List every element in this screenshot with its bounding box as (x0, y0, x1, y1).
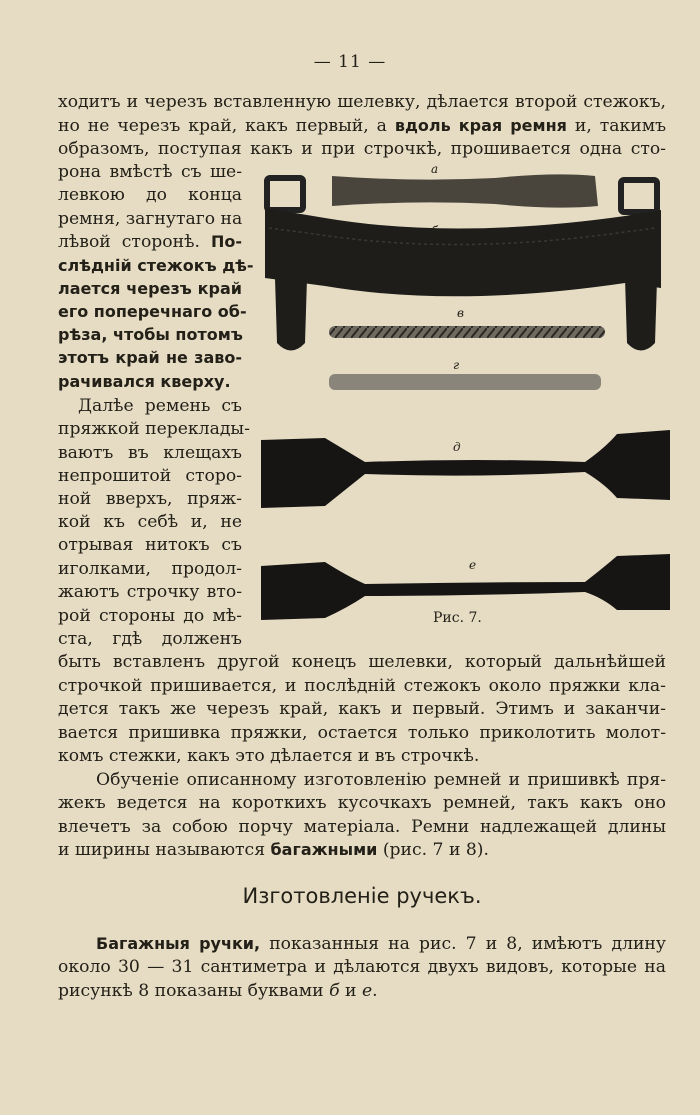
text-line: вается пришивка пряжки, остается только приколотить молот- (58, 723, 666, 743)
text-line: ремня, загнутаго на (58, 209, 243, 229)
bold-term: Багажныя ручки, (96, 934, 261, 953)
bold-line: лается черезъ край (58, 279, 242, 298)
bold-line: рачивался кверху. (58, 372, 231, 391)
text-line: строчкой пришивается, и послѣдній стежокъ около пряжки кла- (58, 676, 666, 696)
fig-label-d: д (453, 440, 461, 454)
bold-line: рѣза, чтобы потомъ (58, 325, 243, 344)
rolled-core-g (329, 374, 601, 390)
text-line (58, 230, 242, 254)
text-run: . (372, 981, 378, 1001)
text-run: и, такимъ (566, 116, 667, 136)
text-line: непрошитой сторо- (58, 466, 242, 486)
italic-letter: б (329, 981, 340, 1001)
text-run: (рис. 7 и 8). (377, 840, 489, 860)
twisted-cord-v (329, 326, 605, 338)
bold-term: багажными (270, 840, 378, 859)
text-line: рона вмѣстѣ съ ше- (58, 162, 242, 182)
handle-with-buckles-b (265, 178, 661, 351)
bold-line: его поперечнаго об- (58, 302, 247, 321)
text-line: иголками, продол- (58, 559, 242, 579)
text-run: рисункѣ 8 показаны буквами (58, 981, 330, 1001)
handle-core-a (332, 174, 598, 207)
text-line (96, 932, 666, 956)
flat-strap-d (261, 430, 670, 508)
text-line: ходитъ и черезъ вставленную шелевку, дѣлается второй стежокъ, (58, 92, 666, 112)
text-line: ста, гдѣ долженъ (58, 629, 242, 649)
fig-label-a: а (431, 162, 439, 176)
text-line (58, 979, 666, 1003)
text-line: отрывая нитокъ съ (58, 535, 242, 555)
figure-caption: Рис. 7. (433, 610, 482, 626)
text-line: жекъ ведется на короткихъ кусочкахъ ремней, такъ какъ оно (58, 793, 666, 813)
text-run: лѣвой сторонѣ. (58, 232, 211, 252)
text-line: Обученіе описанному изготовленію ремней и пришивкѣ пря- (96, 770, 666, 790)
figure-7-illustration (255, 158, 675, 633)
text-line: жаютъ строчку вто- (58, 582, 242, 602)
text-line: комъ стежки, какъ это дѣлается и въ строчкѣ. (58, 746, 480, 766)
text-run: но не черезъ край, какъ первый, а (58, 116, 395, 136)
fig-label-b: б (431, 224, 439, 238)
fig-label-e: е (469, 558, 477, 572)
text-run: и ширины называются (58, 840, 271, 860)
text-line: пряжкой переклады- (58, 419, 250, 439)
text-line: быть вставленъ другой конецъ шелевки, который дальнѣйшей (58, 652, 666, 672)
text-line: влечетъ за собою порчу матеріала. Ремни надлежащей длины (58, 817, 666, 837)
figure-7 (255, 158, 675, 633)
text-line (58, 114, 666, 138)
text-run: показанныя на рис. 7 и 8, имѣютъ длину (260, 934, 667, 954)
text-line: кой къ себѣ и, не (58, 512, 242, 532)
text-line: левкою до конца (58, 185, 242, 205)
bold-term: вдоль края ремня (394, 116, 567, 135)
text-line: ваютъ въ клещахъ (58, 443, 242, 463)
section-heading: Изготовленіе ручекъ. (242, 884, 482, 908)
text-line: Далѣе ремень съ (78, 396, 242, 416)
text-line (58, 838, 666, 862)
text-run: и (339, 981, 362, 1001)
italic-letter: е (361, 981, 373, 1001)
fig-label-v: в (457, 306, 464, 320)
text-line: около 30 — 31 сантиметра и дѣлаются двухъ видовъ, которые на (58, 957, 666, 977)
page-number: — 11 — (313, 52, 387, 72)
text-line: ной вверхъ, пряж- (58, 489, 242, 509)
text-line: рой стороны до мѣ- (58, 606, 242, 626)
bold-line: этотъ край не заво- (58, 348, 242, 367)
bold-line: слѣдній стежокъ дѣ- (58, 256, 254, 275)
text-line: образомъ, поступая какъ и при строчкѣ, прошивается одна сто- (58, 139, 666, 159)
fig-label-g: г (453, 358, 460, 372)
bold-term: По- (210, 232, 242, 251)
text-line: дется такъ же черезъ край, какъ и первый. Этимъ и заканчи- (58, 699, 666, 719)
